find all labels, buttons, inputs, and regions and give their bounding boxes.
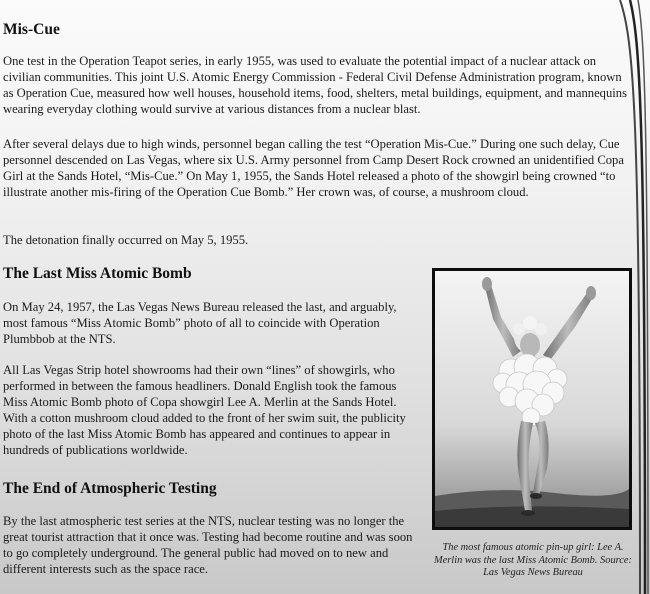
miscue-paragraph-3: The detonation finally occurred on May 5, 1955. [3, 233, 249, 247]
photo-caption: The most famous atomic pin-up girl: Lee A. Merlin was the last Miss Atomic Bomb. Source: Las Vegas News Bureau [434, 542, 632, 578]
section-title-miscue: Mis-Cue [3, 21, 60, 38]
section-title-last-miss-atomic-bomb: The Last Miss Atomic Bomb [3, 265, 192, 282]
last-miss-paragraph-2: All Las Vegas Strip hotel showrooms had their own “lines” of showgirls, who performed in between the famous headliners. Donald English took the famous Miss Atomic Bomb photo of Copa showgirl Lee A. Merlin at the Sands Hotel. With a cotton mushroom cloud added to the front of her swim suit, the publicity photo of the last Miss Atomic Bomb has appeared and continues to appear in hundreds of publications worldwide. [3, 363, 406, 457]
miscue-paragraph-1: One test in the Operation Teapot series, in early 1955, was used to evaluate the potential impact of a nuclear attack on civilian communities. This joint U.S. Atomic Energy Commission - Federal Civil Defense Administration program, known as Operation Cue, measured how well houses, household items, food, shelters, metal buildings, equipment, and mannequins wearing everyday clothing would survive at various distances from a nuclear blast. [3, 54, 627, 116]
showgirl-photo-illustration [435, 271, 629, 527]
end-testing-paragraph-1: By the last atmospheric test series at the NTS, nuclear testing was no longer the great tourist attraction that it once was. Testing had become routine and was soon to go completely underground. The general public had moved on to new and different interests such as the space race. [3, 514, 413, 576]
miscue-paragraph-2: After several delays due to high winds, personnel began calling the test “Operation Mis-Cue.” During one such delay, Cue personnel descended on Las Vegas, where six U.S. Army personnel from Camp Desert Rock crowned an unidentified Copa Girl at the Sands Hotel, “Mis-Cue.” On May 1, 1955, the Sands Hotel released a photo of the showgirl being crowned “to illustrate another mis-firing of the Operation Cue Bomb.” Her crown was, of course, a mushroom cloud. [3, 137, 624, 199]
section-title-end-of-atmospheric-testing: The End of Atmospheric Testing [3, 480, 217, 497]
last-miss-paragraph-1: On May 24, 1957, the Las Vegas News Bureau released the last, and arguably, most famous “Miss Atomic Bomb” photo of all to coincide with Operation Plumbbob at the NTS. [3, 300, 397, 346]
miss-atomic-bomb-photo [432, 268, 632, 530]
